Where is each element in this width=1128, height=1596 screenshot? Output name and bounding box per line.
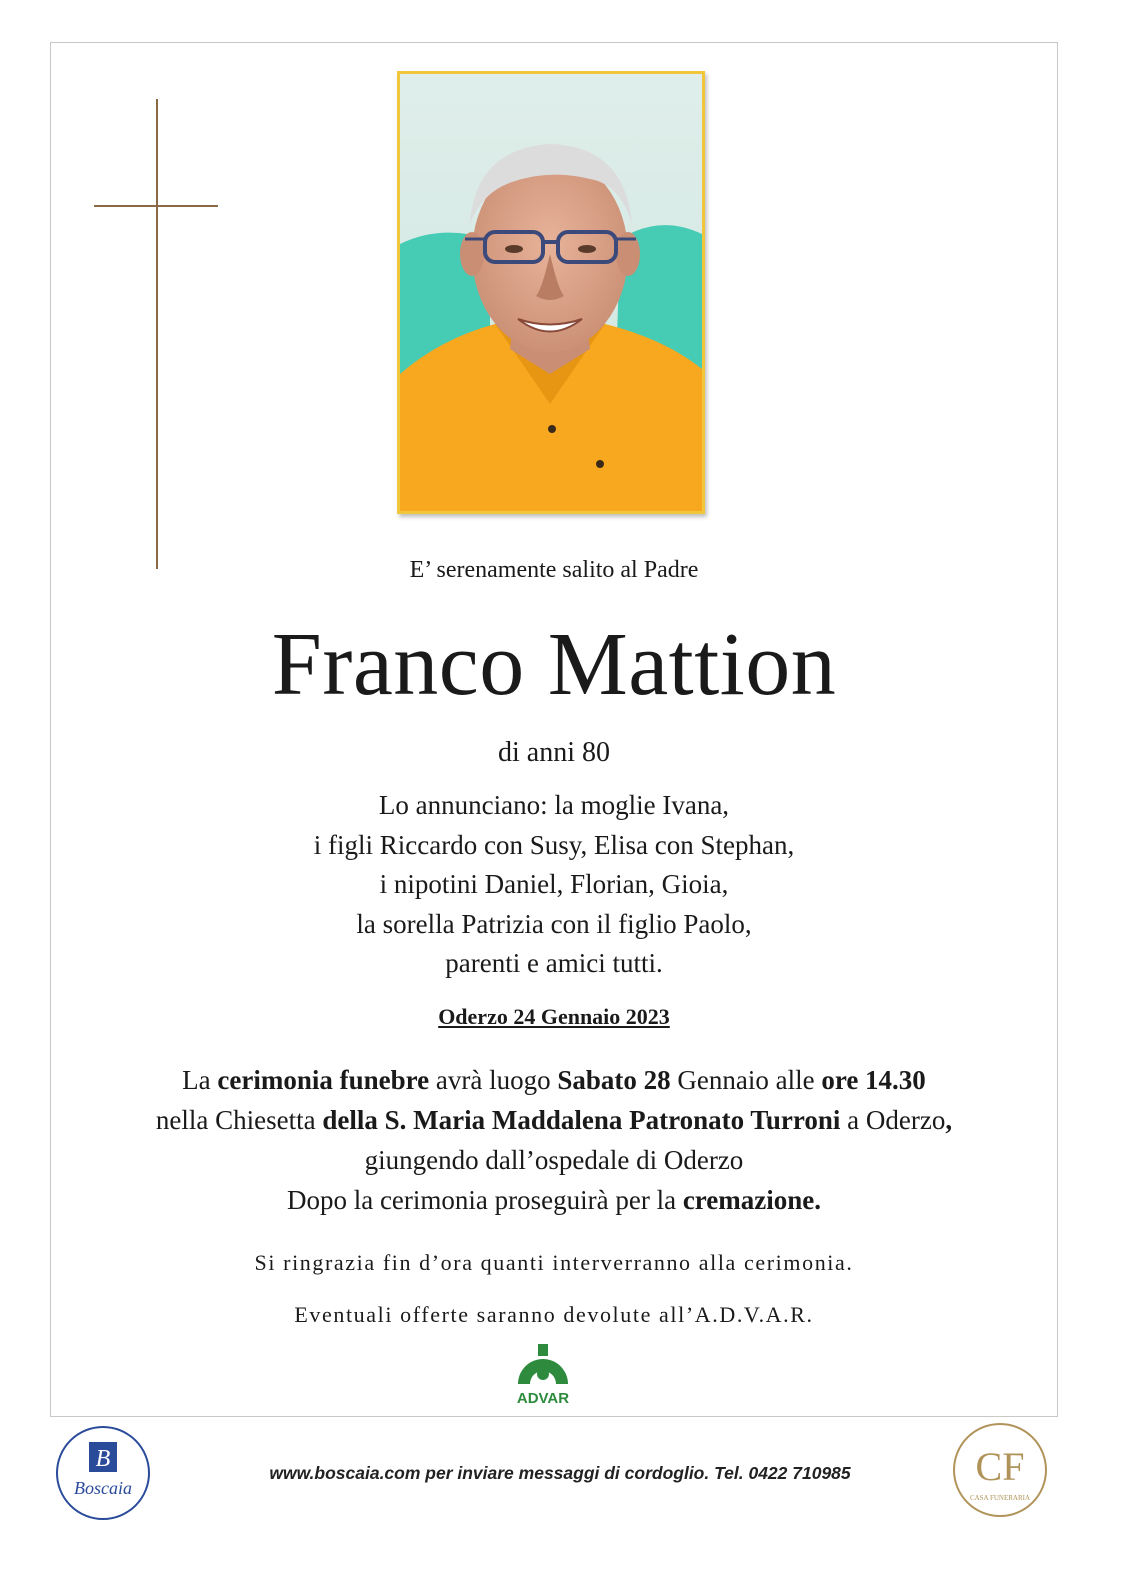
cross-icon xyxy=(156,99,158,569)
ceremony-type: cerimonia funebre xyxy=(217,1065,430,1095)
casa-funeraria-monogram: CF xyxy=(975,1444,1025,1489)
ceremony-line-2 xyxy=(50,1100,1058,1140)
ceremony-line-3: giungendo dall’ospedale di Oderzo xyxy=(364,1145,744,1175)
ceremony-text: Dopo la cerimonia proseguirà per la xyxy=(286,1185,683,1215)
offers-note: Eventuali offerte saranno devolute all’A.D.V.A.R. xyxy=(294,1302,814,1327)
ceremony-line-4 xyxy=(50,1180,1058,1220)
boscaia-logo-letter: B xyxy=(95,1446,111,1472)
advar-logo xyxy=(510,1340,576,1408)
ceremony-text: La xyxy=(182,1065,218,1095)
advar-logo-text: ADVAR xyxy=(516,1390,570,1407)
ceremony-text: Gennaio alle xyxy=(670,1065,822,1095)
ceremony-details xyxy=(50,1060,1058,1220)
deceased-age: di anni 80 xyxy=(498,737,610,768)
footer-contact: www.boscaia.com per inviare messaggi di cordoglio. Tel. 0422 710985 xyxy=(269,1463,851,1483)
casa-funeraria-logo xyxy=(950,1420,1050,1520)
boscaia-logo xyxy=(54,1424,152,1522)
deceased-name: Franco Mattion xyxy=(271,615,837,714)
ceremony-cremation: cremazione. xyxy=(682,1185,822,1215)
boscaia-logo-name: Boscaia xyxy=(74,1478,132,1498)
mourners-line: i figli Riccardo con Susy, Elisa con Stephan, xyxy=(313,829,795,860)
thanks-note: Si ringrazia fin d’ora quanti interverranno alla cerimonia. xyxy=(254,1250,854,1275)
mourners-line: i nipotini Daniel, Florian, Gioia, xyxy=(379,869,729,899)
ceremony-text: , xyxy=(945,1105,953,1135)
place-date: Oderzo 24 Gennaio 2023 xyxy=(438,1004,670,1029)
ceremony-text: nella Chiesetta xyxy=(155,1105,323,1135)
mourners-line: la sorella Patrizia con il figlio Paolo, xyxy=(356,908,752,939)
ceremony-time: ore 14.30 xyxy=(821,1065,926,1095)
casa-funeraria-caption: CASA FUNERARIA xyxy=(969,1494,1031,1502)
cross-icon-bar xyxy=(94,205,218,207)
ceremony-text: a Oderzo xyxy=(840,1105,946,1135)
portrait-photo xyxy=(397,71,705,514)
ceremony-day: Sabato 28 xyxy=(557,1065,671,1095)
mourners-line: parenti e amici tutti. xyxy=(445,948,663,978)
ceremony-line-1 xyxy=(50,1060,1058,1100)
ceremony-location: della S. Maria Maddalena Patronato Turroni xyxy=(322,1105,841,1135)
ceremony-text: avrà luogo xyxy=(429,1065,558,1095)
mourners-list xyxy=(50,786,1058,984)
intro-line: E’ serenamente salito al Padre xyxy=(409,557,699,583)
mourners-line: Lo annunciano: la moglie Ivana, xyxy=(378,790,730,820)
